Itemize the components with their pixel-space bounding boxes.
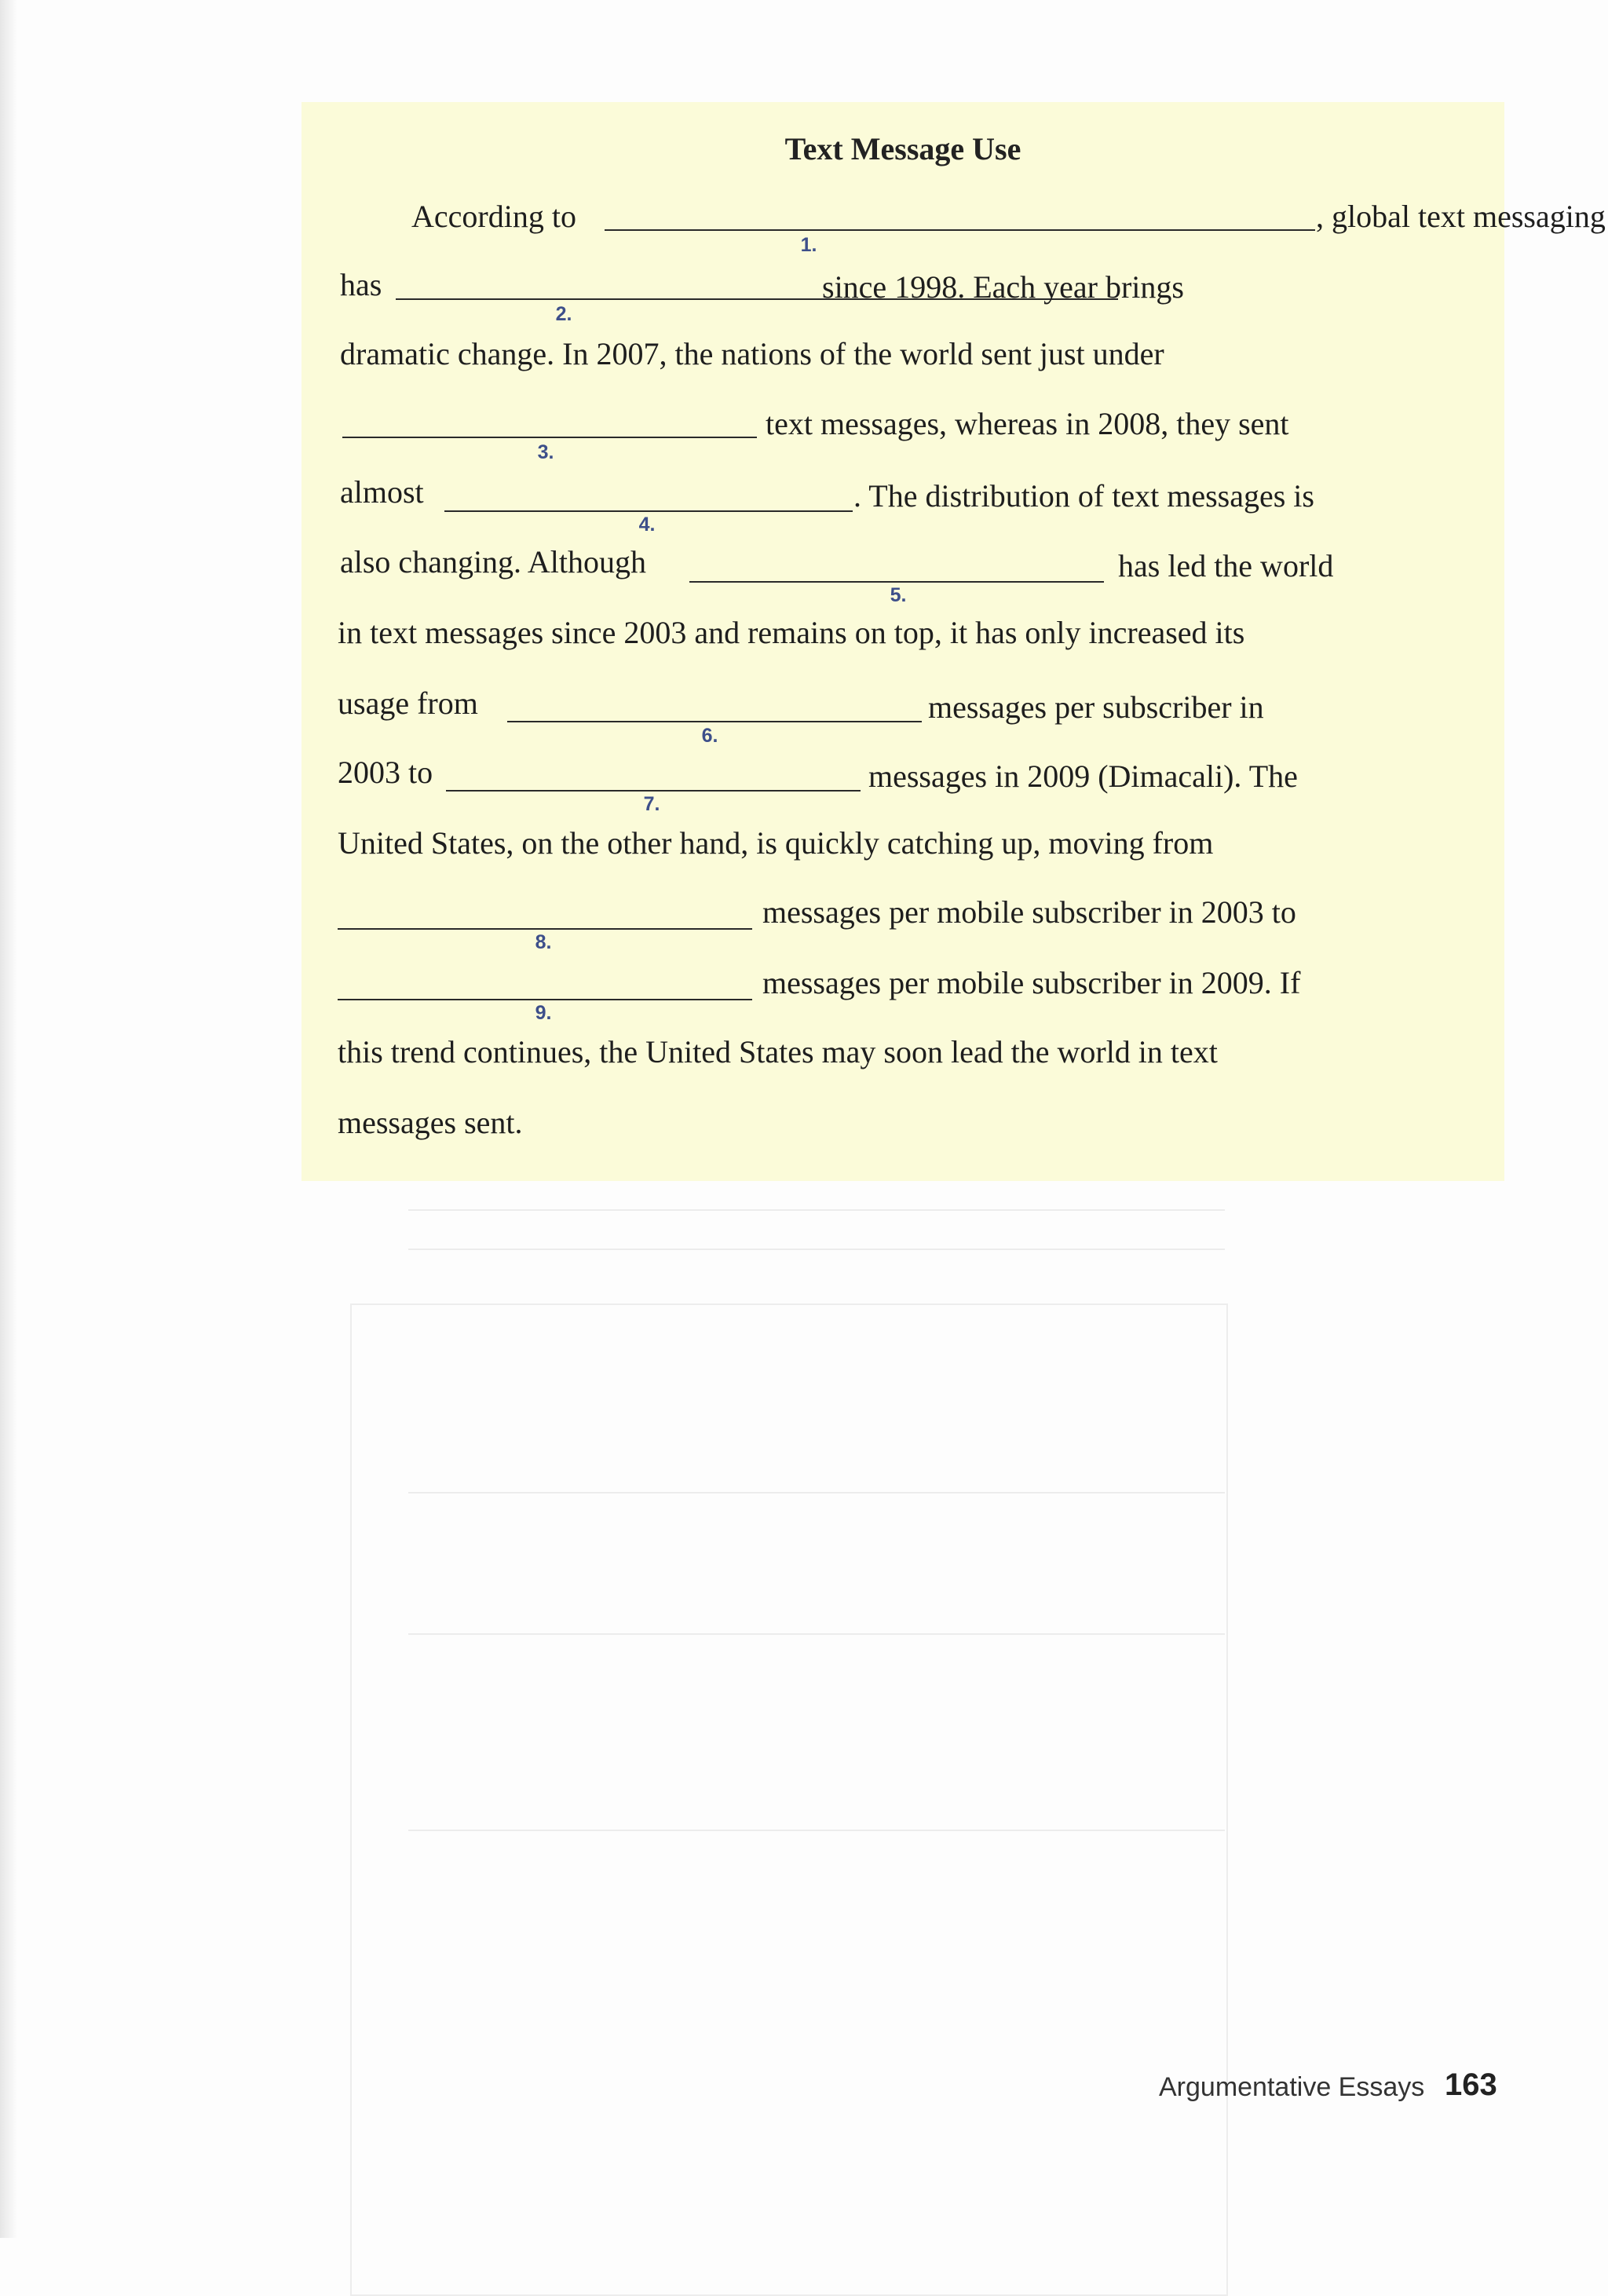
line-9-before: 2003 to: [338, 755, 433, 790]
line-6-before: also changing. Although: [340, 544, 646, 579]
reverse-page-rule-ghost: [408, 1633, 1225, 1635]
blank-3-number: 3.: [537, 441, 554, 463]
line-2-after: since 1998. Each year brings: [822, 269, 1184, 305]
line-1-after: , global text messaging: [1316, 199, 1606, 234]
line-5-after: . The distribution of text messages is: [853, 478, 1314, 514]
blank-4-number: 4.: [638, 514, 656, 536]
footer-section-label: Argumentative Essays: [1159, 2072, 1425, 2102]
line-14-text: messages sent.: [338, 1105, 523, 1140]
line-6-after: has led the world: [1118, 548, 1334, 583]
line-8-before: usage from: [338, 686, 478, 721]
blank-3[interactable]: [342, 437, 757, 438]
line-12-after: messages per mobile subscriber in 2009. If: [762, 965, 1301, 1000]
line-11-after: messages per mobile subscriber in 2003 to: [762, 894, 1296, 930]
line-13-text: this trend continues, the United States may soon lead the world in text: [338, 1034, 1218, 1069]
blank-9-number: 9.: [535, 1002, 552, 1024]
blank-5-number: 5.: [890, 584, 907, 606]
exercise-panel: [302, 102, 1606, 1181]
blank-5[interactable]: [689, 581, 1104, 583]
blank-2-number: 2.: [555, 303, 572, 325]
reverse-page-rule-ghost: [408, 1209, 1225, 1211]
blank-1[interactable]: [605, 229, 1315, 231]
line-3-text: dramatic change. In 2007, the nations of the world sent just under: [340, 336, 1164, 371]
line-1-before: According to: [411, 199, 576, 234]
blank-7[interactable]: [446, 790, 861, 792]
blank-9[interactable]: [338, 999, 752, 1000]
line-7-text: in text messages since 2003 and remains on top, it has only increased its: [338, 615, 1245, 650]
scan-edge-shadow: [0, 0, 17, 2238]
reverse-page-rule-ghost: [408, 1830, 1225, 1831]
reverse-page-rule-ghost: [408, 1249, 1225, 1250]
blank-8-number: 8.: [535, 931, 552, 953]
reverse-page-table-ghost: [350, 1303, 1228, 2296]
line-10-text: United States, on the other hand, is quickly catching up, moving from: [338, 825, 1214, 861]
blank-6[interactable]: [507, 721, 922, 722]
blank-8[interactable]: [338, 928, 752, 930]
blank-7-number: 7.: [643, 793, 660, 815]
footer-page-number: 163: [1445, 2067, 1497, 2102]
line-9-after: messages in 2009 (Dimacali). The: [868, 759, 1298, 794]
line-2-before: has: [340, 267, 382, 302]
blank-4[interactable]: [444, 510, 853, 512]
line-8-after: messages per subscriber in: [928, 689, 1264, 725]
exercise-title: Text Message Use: [784, 131, 1021, 166]
blank-6-number: 6.: [701, 725, 718, 747]
reverse-page-rule-ghost: [408, 1492, 1225, 1493]
line-5-before: almost: [340, 474, 424, 510]
line-4-after: text messages, whereas in 2008, they sent: [766, 406, 1289, 441]
blank-1-number: 1.: [800, 234, 817, 256]
